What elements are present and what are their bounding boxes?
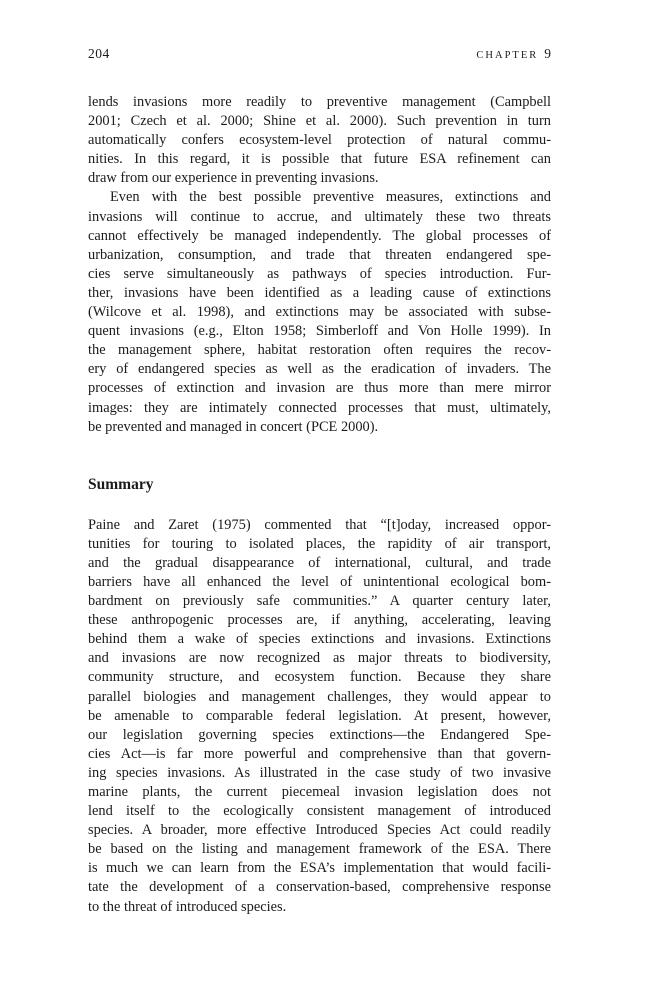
body-text [88, 93, 551, 437]
chapter-label [476, 46, 551, 62]
text-line: ther, invasions have been identified as a leading cause of extinctions [88, 284, 551, 301]
text-line: images: they are intimately connected processes that must, ultimately, [88, 399, 551, 416]
text-line: the management sphere, habitat restoration often requires the recov- [88, 342, 551, 359]
text-line: lend itself to the ecologically consistent management of introduced [88, 803, 551, 820]
text-line: community structure, and ecosystem function. Because they share [88, 669, 551, 686]
text-line: tate the development of a conservation-based, comprehensive response [88, 879, 551, 896]
text-line: these anthropogenic processes are, if anything, accelerating, leaving [88, 612, 551, 629]
running-head [88, 46, 551, 66]
text-line: Even with the best possible preventive measures, extinctions and [110, 189, 551, 206]
text-line: behind them a wake of species extinctions and invasions. Extinctions [88, 631, 551, 648]
text-line: Paine and Zaret (1975) commented that “[t]oday, increased oppor- [88, 516, 551, 533]
paragraph [88, 93, 551, 188]
text-line: (Wilcove et al. 1998), and extinctions may be associated with subse- [88, 304, 551, 321]
text-line: cies Act—is far more powerful and comprehensive than that govern- [88, 745, 551, 762]
text-line: species. A broader, more effective Introduced Species Act could readily [88, 822, 551, 839]
text-line: cies serve simultaneously as pathways of species introduction. Fur- [88, 265, 551, 282]
text-line: tunities for touring to isolated places, the rapidity of air transport, [88, 535, 551, 552]
text-line: is much we can learn from the ESA’s implementation that would facili- [88, 860, 551, 877]
text-line: 2001; Czech et al. 2000; Shine et al. 2000). Such prevention in turn [88, 113, 551, 130]
text-line: to the threat of introduced species. [88, 898, 287, 915]
paragraph [88, 188, 551, 436]
section-heading-summary: Summary [88, 475, 154, 493]
text-line: and the gradual disappearance of international, cultural, and trade [88, 554, 551, 571]
page-number: 204 [88, 46, 110, 61]
text-line: our legislation governing species extinctions—the Endangered Spe- [88, 726, 551, 743]
text-line: invasions will continue to accrue, and ultimately these two threats [88, 208, 551, 225]
text-line: cannot effectively be managed independently. The global processes of [88, 227, 551, 244]
text-line: draw from our experience in preventing invasions. [88, 170, 379, 187]
text-line: ing species invasions. As illustrated in the case study of two invasive [88, 764, 551, 781]
text-line: be based on the listing and management framework of the ESA. There [88, 841, 551, 858]
text-line: bardment on previously safe communities.” A quarter century later, [88, 593, 551, 610]
chapter-number: 9 [544, 46, 551, 61]
text-line: automatically confers ecosystem-level protection of natural commu- [88, 132, 551, 149]
text-line: be prevented and managed in concert (PCE 2000). [88, 418, 379, 435]
text-line: parallel biologies and management challenges, they would appear to [88, 688, 551, 705]
text-line: barriers have all enhanced the level of unintentional ecological bom- [88, 573, 551, 590]
text-line: marine plants, the current piecemeal invasion legislation does not [88, 784, 551, 800]
text-line: lends invasions more readily to preventive management (Campbell [88, 94, 551, 110]
paragraph [88, 516, 551, 917]
text-line: processes of extinction and invasion are thus more than mere mirror [88, 380, 551, 397]
text-line: and invasions are now recognized as major threats to biodiversity, [88, 650, 551, 667]
text-line: be amenable to comparable federal legislation. At present, however, [88, 707, 551, 724]
text-line: urbanization, consumption, and trade that threaten endangered spe- [88, 246, 551, 263]
book-page [88, 46, 551, 917]
text-line: nities. In this regard, it is possible that future ESA refinement can [88, 151, 551, 168]
text-line: quent invasions (e.g., Elton 1958; Simberloff and Von Holle 1999). In [88, 323, 551, 340]
text-line: ery of endangered species as well as the eradication of invaders. The [88, 361, 551, 378]
chapter-word: CHAPTER [476, 50, 539, 61]
